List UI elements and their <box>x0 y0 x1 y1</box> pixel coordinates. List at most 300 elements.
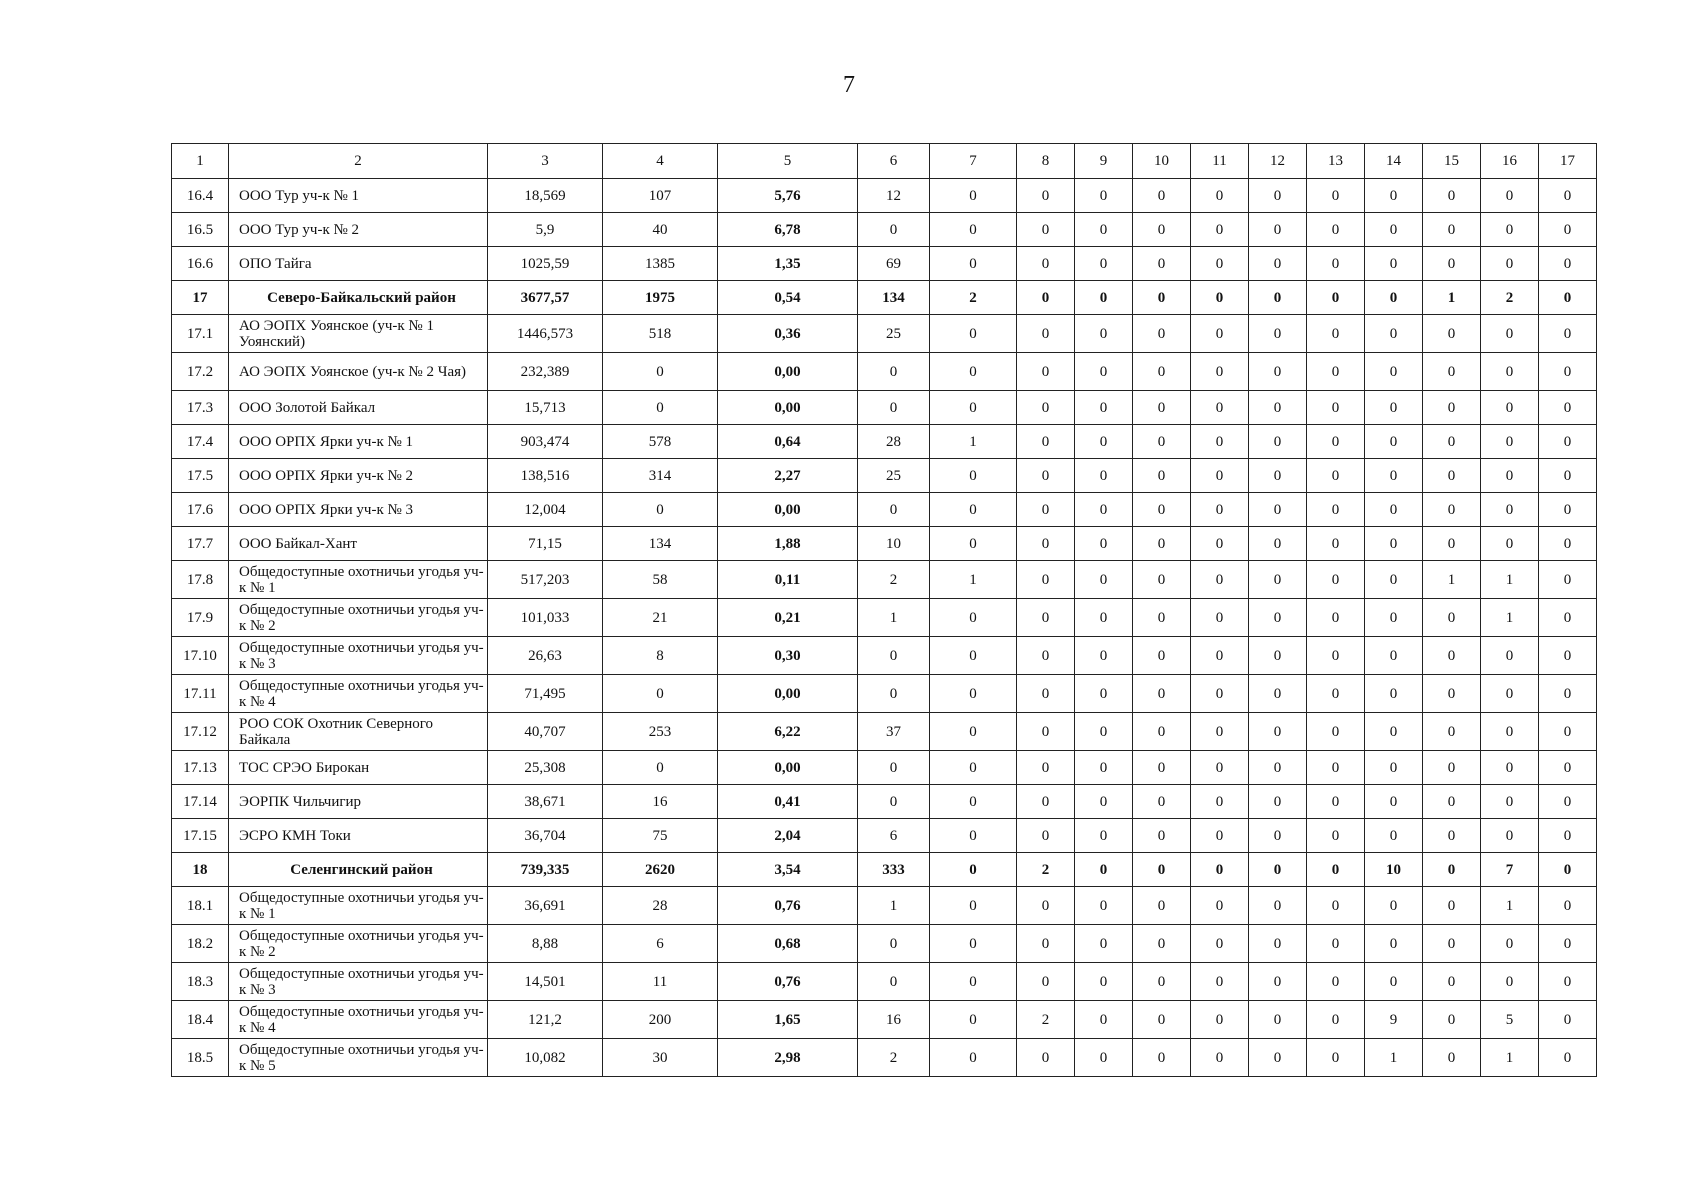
value-cell: 0 <box>1017 963 1075 1001</box>
value-cell: 0 <box>1307 853 1365 887</box>
row-number-cell: 18.5 <box>172 1039 229 1077</box>
area-cell: 18,569 <box>488 179 603 213</box>
table-row <box>172 391 1597 425</box>
value-cell: 0 <box>1249 561 1307 599</box>
value-cell: 0 <box>1539 925 1597 963</box>
data-table <box>171 143 1597 1077</box>
area-cell: 903,474 <box>488 425 603 459</box>
value-cell: 0 <box>1075 819 1133 853</box>
value-cell: 0 <box>1307 527 1365 561</box>
value-cell: 0 <box>1423 599 1481 637</box>
value-cell: 0 <box>1307 925 1365 963</box>
value-cell: 0 <box>1423 925 1481 963</box>
value-cell: 0 <box>1539 1001 1597 1039</box>
value-cell: 0 <box>1249 213 1307 247</box>
value-cell: 0 <box>1191 179 1249 213</box>
count-cell: 30 <box>603 1039 718 1077</box>
value-cell: 0 <box>858 925 930 963</box>
value-cell: 0 <box>1481 785 1539 819</box>
name-cell: АО ЭОПХ Уоянское (уч-к № 1 Уоянский) <box>229 315 488 353</box>
value-cell: 0 <box>1249 391 1307 425</box>
value-cell: 0 <box>1017 425 1075 459</box>
count-cell: 314 <box>603 459 718 493</box>
value-cell: 0 <box>1075 353 1133 391</box>
value-cell: 0 <box>1017 819 1075 853</box>
value-cell: 0 <box>1307 751 1365 785</box>
value-cell: 0 <box>930 1039 1017 1077</box>
value-cell: 0 <box>1307 213 1365 247</box>
district-total-row <box>172 281 1597 315</box>
value-cell: 0 <box>1249 281 1307 315</box>
value-cell: 0 <box>1133 963 1191 1001</box>
value-cell: 0 <box>1365 425 1423 459</box>
value-cell: 9 <box>1365 1001 1423 1039</box>
row-number-cell: 17.7 <box>172 527 229 561</box>
value-cell: 0 <box>1481 819 1539 853</box>
value-cell: 0 <box>1075 853 1133 887</box>
count-cell: 8 <box>603 637 718 675</box>
value-cell: 0 <box>1133 1001 1191 1039</box>
page-number: 7 <box>843 72 855 98</box>
value-cell: 0 <box>1481 751 1539 785</box>
density-cell: 0,64 <box>718 425 858 459</box>
area-cell: 36,691 <box>488 887 603 925</box>
value-cell: 0 <box>1365 963 1423 1001</box>
value-cell: 0 <box>1017 459 1075 493</box>
value-cell: 0 <box>1423 887 1481 925</box>
value-cell: 0 <box>1075 247 1133 281</box>
value-cell: 0 <box>1191 425 1249 459</box>
value-cell: 0 <box>1481 527 1539 561</box>
value-cell: 1 <box>1481 599 1539 637</box>
value-cell: 0 <box>1365 599 1423 637</box>
value-cell: 16 <box>858 1001 930 1039</box>
value-cell: 0 <box>1133 391 1191 425</box>
name-cell: Северо-Байкальский район <box>229 281 488 315</box>
value-cell: 0 <box>1365 561 1423 599</box>
count-cell: 578 <box>603 425 718 459</box>
value-cell: 0 <box>1423 353 1481 391</box>
value-cell: 0 <box>1423 391 1481 425</box>
value-cell: 0 <box>1539 179 1597 213</box>
value-cell: 0 <box>1423 425 1481 459</box>
value-cell: 0 <box>1017 925 1075 963</box>
value-cell: 0 <box>1191 675 1249 713</box>
value-cell: 0 <box>858 785 930 819</box>
value-cell: 0 <box>1075 963 1133 1001</box>
name-cell: Общедоступные охотничьи угодья уч-к № 5 <box>229 1039 488 1077</box>
value-cell: 0 <box>1249 637 1307 675</box>
district-total-row <box>172 853 1597 887</box>
column-number-cell: 7 <box>930 144 1017 179</box>
value-cell: 0 <box>1423 713 1481 751</box>
value-cell: 0 <box>1365 675 1423 713</box>
value-cell: 0 <box>1481 675 1539 713</box>
value-cell: 0 <box>1017 637 1075 675</box>
value-cell: 0 <box>1017 179 1075 213</box>
value-cell: 0 <box>1365 315 1423 353</box>
value-cell: 1 <box>1423 281 1481 315</box>
value-cell: 0 <box>1539 853 1597 887</box>
value-cell: 0 <box>1133 493 1191 527</box>
table-row <box>172 213 1597 247</box>
value-cell: 0 <box>1133 675 1191 713</box>
value-cell: 0 <box>1307 819 1365 853</box>
value-cell: 0 <box>1307 675 1365 713</box>
row-number-cell: 16.4 <box>172 179 229 213</box>
area-cell: 71,15 <box>488 527 603 561</box>
value-cell: 0 <box>1481 315 1539 353</box>
value-cell: 0 <box>1365 751 1423 785</box>
table-row <box>172 1039 1597 1077</box>
area-cell: 12,004 <box>488 493 603 527</box>
value-cell: 0 <box>1191 713 1249 751</box>
table-row <box>172 887 1597 925</box>
value-cell: 0 <box>930 353 1017 391</box>
area-cell: 25,308 <box>488 751 603 785</box>
value-cell: 0 <box>1133 713 1191 751</box>
table-row <box>172 751 1597 785</box>
count-cell: 200 <box>603 1001 718 1039</box>
value-cell: 28 <box>858 425 930 459</box>
value-cell: 0 <box>1249 527 1307 561</box>
density-cell: 0,30 <box>718 637 858 675</box>
value-cell: 333 <box>858 853 930 887</box>
count-cell: 75 <box>603 819 718 853</box>
value-cell: 0 <box>1539 561 1597 599</box>
name-cell: ЭСРО КМН Токи <box>229 819 488 853</box>
value-cell: 25 <box>858 459 930 493</box>
value-cell: 5 <box>1481 1001 1539 1039</box>
value-cell: 0 <box>1365 925 1423 963</box>
value-cell: 0 <box>1133 561 1191 599</box>
value-cell: 2 <box>1481 281 1539 315</box>
value-cell: 1 <box>858 599 930 637</box>
count-cell: 0 <box>603 493 718 527</box>
value-cell: 0 <box>1365 247 1423 281</box>
area-cell: 8,88 <box>488 925 603 963</box>
value-cell: 0 <box>930 819 1017 853</box>
table-row <box>172 493 1597 527</box>
density-cell: 0,00 <box>718 675 858 713</box>
value-cell: 0 <box>1017 353 1075 391</box>
density-cell: 0,76 <box>718 963 858 1001</box>
table-row <box>172 713 1597 751</box>
value-cell: 0 <box>930 963 1017 1001</box>
name-cell: Общедоступные охотничьи угодья уч-к № 1 <box>229 561 488 599</box>
value-cell: 0 <box>1481 391 1539 425</box>
value-cell: 1 <box>930 561 1017 599</box>
value-cell: 0 <box>930 527 1017 561</box>
value-cell: 0 <box>1539 353 1597 391</box>
value-cell: 0 <box>1365 527 1423 561</box>
table-row <box>172 675 1597 713</box>
value-cell: 0 <box>1481 713 1539 751</box>
column-number-cell: 10 <box>1133 144 1191 179</box>
value-cell: 0 <box>1191 1001 1249 1039</box>
value-cell: 0 <box>1249 751 1307 785</box>
column-number-cell: 5 <box>718 144 858 179</box>
value-cell: 0 <box>858 391 930 425</box>
column-number-cell: 4 <box>603 144 718 179</box>
value-cell: 1 <box>858 887 930 925</box>
value-cell: 0 <box>1075 493 1133 527</box>
count-cell: 1385 <box>603 247 718 281</box>
value-cell: 0 <box>1075 1039 1133 1077</box>
area-cell: 15,713 <box>488 391 603 425</box>
table-body <box>172 144 1597 1077</box>
table-row <box>172 561 1597 599</box>
area-cell: 40,707 <box>488 713 603 751</box>
name-cell: Общедоступные охотничьи угодья уч-к № 4 <box>229 1001 488 1039</box>
value-cell: 0 <box>1075 425 1133 459</box>
value-cell: 0 <box>1249 675 1307 713</box>
name-cell: АО ЭОПХ Уоянское (уч-к № 2 Чая) <box>229 353 488 391</box>
value-cell: 0 <box>1481 247 1539 281</box>
area-cell: 121,2 <box>488 1001 603 1039</box>
area-cell: 10,082 <box>488 1039 603 1077</box>
value-cell: 2 <box>1017 853 1075 887</box>
row-number-cell: 18.2 <box>172 925 229 963</box>
value-cell: 0 <box>1075 751 1133 785</box>
value-cell: 0 <box>1191 637 1249 675</box>
value-cell: 25 <box>858 315 930 353</box>
column-number-cell: 14 <box>1365 144 1423 179</box>
value-cell: 0 <box>1017 713 1075 751</box>
value-cell: 0 <box>1365 637 1423 675</box>
value-cell: 0 <box>1307 887 1365 925</box>
density-cell: 6,78 <box>718 213 858 247</box>
value-cell: 0 <box>1365 179 1423 213</box>
name-cell: ООО ОРПХ Ярки уч-к № 1 <box>229 425 488 459</box>
value-cell: 0 <box>858 353 930 391</box>
density-cell: 0,00 <box>718 353 858 391</box>
row-number-cell: 17.11 <box>172 675 229 713</box>
table-row <box>172 527 1597 561</box>
value-cell: 0 <box>1017 391 1075 425</box>
area-cell: 101,033 <box>488 599 603 637</box>
name-cell: ООО ОРПХ Ярки уч-к № 2 <box>229 459 488 493</box>
value-cell: 0 <box>930 785 1017 819</box>
value-cell: 0 <box>1307 315 1365 353</box>
value-cell: 0 <box>1075 459 1133 493</box>
value-cell: 0 <box>1017 1039 1075 1077</box>
value-cell: 0 <box>1307 963 1365 1001</box>
density-cell: 0,00 <box>718 493 858 527</box>
value-cell: 0 <box>1539 459 1597 493</box>
value-cell: 0 <box>1365 887 1423 925</box>
name-cell: Общедоступные охотничьи угодья уч-к № 4 <box>229 675 488 713</box>
value-cell: 0 <box>1481 353 1539 391</box>
value-cell: 0 <box>1017 493 1075 527</box>
value-cell: 0 <box>1539 315 1597 353</box>
value-cell: 2 <box>858 561 930 599</box>
value-cell: 0 <box>1365 391 1423 425</box>
row-number-cell: 17.10 <box>172 637 229 675</box>
density-cell: 0,21 <box>718 599 858 637</box>
density-cell: 2,04 <box>718 819 858 853</box>
value-cell: 0 <box>1075 599 1133 637</box>
value-cell: 0 <box>1539 785 1597 819</box>
row-number-cell: 18 <box>172 853 229 887</box>
value-cell: 0 <box>1307 425 1365 459</box>
value-cell: 0 <box>1307 391 1365 425</box>
value-cell: 0 <box>1539 247 1597 281</box>
name-cell: РОО СОК Охотник Северного Байкала <box>229 713 488 751</box>
value-cell: 0 <box>1075 637 1133 675</box>
count-cell: 6 <box>603 925 718 963</box>
value-cell: 0 <box>1133 425 1191 459</box>
name-cell: Селенгинский район <box>229 853 488 887</box>
value-cell: 0 <box>1365 281 1423 315</box>
value-cell: 0 <box>1133 247 1191 281</box>
density-cell: 1,35 <box>718 247 858 281</box>
value-cell: 0 <box>1423 637 1481 675</box>
value-cell: 0 <box>1133 853 1191 887</box>
name-cell: ОПО Тайга <box>229 247 488 281</box>
name-cell: Общедоступные охотничьи угодья уч-к № 2 <box>229 925 488 963</box>
value-cell: 0 <box>930 887 1017 925</box>
row-number-cell: 17.2 <box>172 353 229 391</box>
value-cell: 0 <box>1017 561 1075 599</box>
column-number-header-row <box>172 144 1597 179</box>
column-number-cell: 17 <box>1539 144 1597 179</box>
value-cell: 0 <box>858 675 930 713</box>
value-cell: 0 <box>1249 493 1307 527</box>
count-cell: 134 <box>603 527 718 561</box>
value-cell: 1 <box>1365 1039 1423 1077</box>
row-number-cell: 17.6 <box>172 493 229 527</box>
column-number-cell: 1 <box>172 144 229 179</box>
value-cell: 0 <box>1133 179 1191 213</box>
area-cell: 232,389 <box>488 353 603 391</box>
density-cell: 5,76 <box>718 179 858 213</box>
value-cell: 0 <box>1249 963 1307 1001</box>
value-cell: 10 <box>858 527 930 561</box>
density-cell: 0,54 <box>718 281 858 315</box>
value-cell: 0 <box>1133 819 1191 853</box>
value-cell: 0 <box>1539 281 1597 315</box>
value-cell: 0 <box>1075 925 1133 963</box>
value-cell: 0 <box>1307 247 1365 281</box>
column-number-cell: 6 <box>858 144 930 179</box>
value-cell: 0 <box>1191 819 1249 853</box>
value-cell: 0 <box>1481 425 1539 459</box>
value-cell: 0 <box>1075 713 1133 751</box>
value-cell: 0 <box>1249 179 1307 213</box>
table-row <box>172 459 1597 493</box>
table-row <box>172 315 1597 353</box>
value-cell: 0 <box>1249 599 1307 637</box>
name-cell: ООО Тур уч-к № 2 <box>229 213 488 247</box>
value-cell: 0 <box>1017 527 1075 561</box>
value-cell: 0 <box>1133 459 1191 493</box>
value-cell: 0 <box>1133 785 1191 819</box>
count-cell: 518 <box>603 315 718 353</box>
row-number-cell: 17.13 <box>172 751 229 785</box>
name-cell: ООО Байкал-Хант <box>229 527 488 561</box>
value-cell: 0 <box>930 493 1017 527</box>
value-cell: 0 <box>1423 1039 1481 1077</box>
value-cell: 0 <box>1249 425 1307 459</box>
value-cell: 0 <box>1133 925 1191 963</box>
value-cell: 0 <box>1191 247 1249 281</box>
value-cell: 0 <box>1133 1039 1191 1077</box>
value-cell: 0 <box>1075 785 1133 819</box>
value-cell: 0 <box>1133 887 1191 925</box>
name-cell: Общедоступные охотничьи угодья уч-к № 2 <box>229 599 488 637</box>
value-cell: 0 <box>930 637 1017 675</box>
area-cell: 14,501 <box>488 963 603 1001</box>
value-cell: 0 <box>1191 527 1249 561</box>
value-cell: 0 <box>1017 599 1075 637</box>
value-cell: 0 <box>1249 887 1307 925</box>
value-cell: 0 <box>1539 713 1597 751</box>
value-cell: 0 <box>1423 527 1481 561</box>
value-cell: 0 <box>1423 459 1481 493</box>
value-cell: 0 <box>1191 493 1249 527</box>
value-cell: 1 <box>1481 1039 1539 1077</box>
row-number-cell: 17.1 <box>172 315 229 353</box>
column-number-cell: 16 <box>1481 144 1539 179</box>
table-row <box>172 925 1597 963</box>
count-cell: 40 <box>603 213 718 247</box>
row-number-cell: 17.3 <box>172 391 229 425</box>
value-cell: 0 <box>1191 1039 1249 1077</box>
value-cell: 0 <box>1191 963 1249 1001</box>
value-cell: 0 <box>1191 281 1249 315</box>
value-cell: 0 <box>1481 637 1539 675</box>
value-cell: 0 <box>1307 353 1365 391</box>
value-cell: 0 <box>1365 785 1423 819</box>
value-cell: 0 <box>858 493 930 527</box>
value-cell: 0 <box>1481 493 1539 527</box>
value-cell: 0 <box>1539 887 1597 925</box>
value-cell: 0 <box>930 315 1017 353</box>
value-cell: 0 <box>1017 751 1075 785</box>
value-cell: 0 <box>1481 963 1539 1001</box>
value-cell: 0 <box>858 751 930 785</box>
value-cell: 0 <box>1423 963 1481 1001</box>
value-cell: 0 <box>1249 925 1307 963</box>
value-cell: 0 <box>858 963 930 1001</box>
value-cell: 0 <box>1307 459 1365 493</box>
value-cell: 0 <box>1133 315 1191 353</box>
value-cell: 0 <box>1307 713 1365 751</box>
value-cell: 0 <box>1423 493 1481 527</box>
value-cell: 0 <box>1307 561 1365 599</box>
value-cell: 6 <box>858 819 930 853</box>
value-cell: 0 <box>1249 247 1307 281</box>
count-cell: 1975 <box>603 281 718 315</box>
area-cell: 517,203 <box>488 561 603 599</box>
value-cell: 0 <box>1249 353 1307 391</box>
table-row <box>172 353 1597 391</box>
value-cell: 0 <box>1481 459 1539 493</box>
value-cell: 0 <box>1075 1001 1133 1039</box>
value-cell: 0 <box>1017 281 1075 315</box>
value-cell: 0 <box>1365 493 1423 527</box>
area-cell: 38,671 <box>488 785 603 819</box>
value-cell: 0 <box>1191 853 1249 887</box>
value-cell: 0 <box>1133 281 1191 315</box>
count-cell: 28 <box>603 887 718 925</box>
column-number-cell: 15 <box>1423 144 1481 179</box>
value-cell: 0 <box>1017 315 1075 353</box>
value-cell: 0 <box>1249 1039 1307 1077</box>
row-number-cell: 18.4 <box>172 1001 229 1039</box>
name-cell: Общедоступные охотничьи угодья уч-к № 3 <box>229 963 488 1001</box>
